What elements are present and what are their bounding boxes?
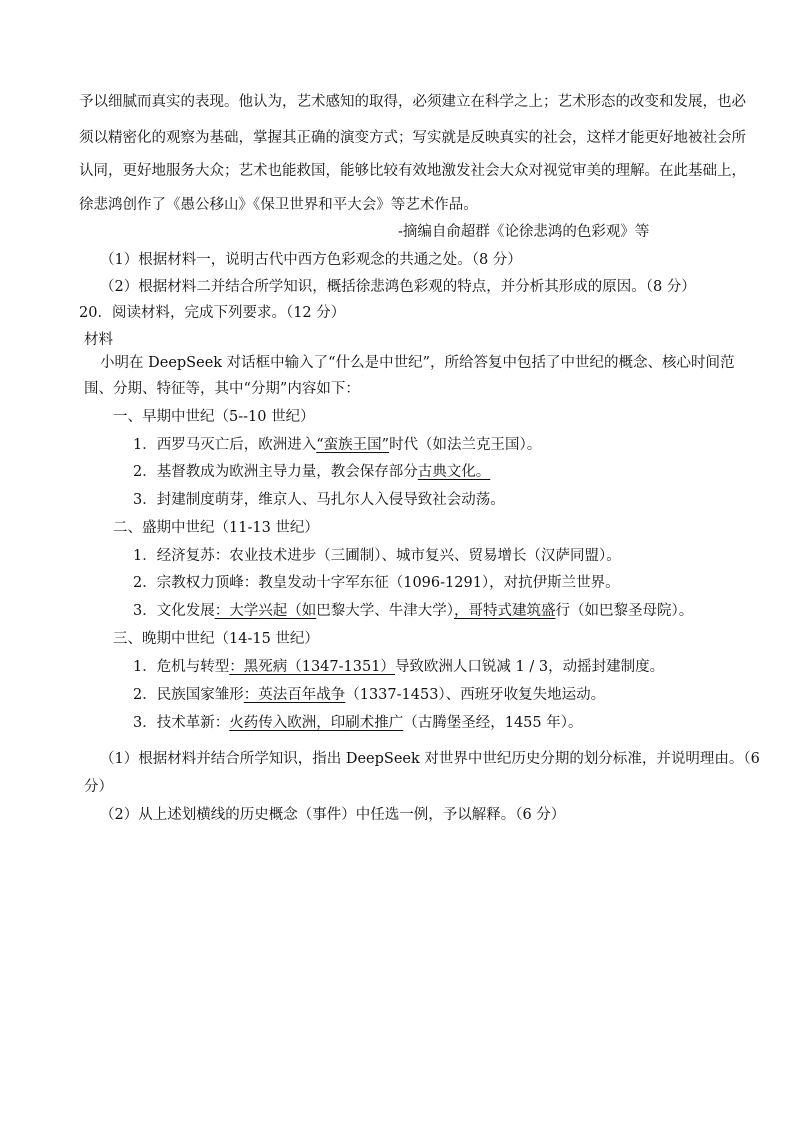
- passage-line-1: 予以细腻而真实的表现。他认为，艺术感知的取得，必须建立在科学之上；艺术形态的改变和发展，也必: [79, 94, 746, 110]
- high-item-3: [133, 601, 693, 621]
- late-item-1: [133, 657, 664, 677]
- high-item-2: 2．宗教权力顶峰：教皇发动十字军东征（1096-1291），对抗伊斯兰世界。: [133, 575, 620, 591]
- q20-sub1-line-2: 分）: [84, 779, 113, 795]
- passage-line-4: 徐悲鸿创作了《愚公移山》《保卫世界和平大会》等艺术作品。: [79, 197, 478, 213]
- early-item-2-text-a: 2．基督教成为欧洲主导力量，教会保存部分: [133, 464, 418, 480]
- intro-line-1: 小明在 DeepSeek 对话框中输入了“什么是中世纪”，所给答复中包括了中世纪的概念、核心时间范: [100, 355, 735, 371]
- q20-sub1-line-1: （1）根据材料并结合所学知识，指出 DeepSeek 对世界中世纪历史分期的划分标准，并说明理由。（6: [100, 751, 760, 767]
- passage-line-3: 认同，更好地服务大众；艺术也能救国，能够比较有效地激发社会大众对视觉审美的理解。在此基础上，: [79, 163, 746, 179]
- high-item-3-text-a: 3．文化发展: [133, 603, 215, 619]
- q20-sub2: （2）从上述划横线的历史概念（事件）中任选一例，予以解释。（6 分）: [100, 807, 566, 823]
- early-item-1-text-b: 时代（如法兰克王国）。: [389, 437, 542, 453]
- late-period-title: 三、晚期中世纪（14-15 世纪）: [113, 631, 319, 647]
- late-item-2-text-b: （1337-1453）、西班牙收复失地运动。: [345, 687, 606, 703]
- early-item-1-text-a: 1．西罗马灭亡后，欧洲进入: [133, 437, 317, 453]
- barbarian-kingdoms-underlined: “蛮族王国”: [316, 437, 390, 453]
- late-item-3-text-a: 3．技术革新：: [133, 715, 230, 731]
- early-item-3: 3．封建制度萌芽，维京人、马扎尔人入侵导致社会动荡。: [133, 492, 505, 508]
- early-item-1: [133, 435, 541, 455]
- high-period-title: 二、盛期中世纪（11-13 世纪）: [113, 520, 319, 536]
- late-item-1-text-a: 1．危机与转型: [133, 659, 230, 675]
- gothic-architecture-underlined: ，哥特式建筑盛: [453, 603, 556, 619]
- universities-underlined: ：大学兴起（如: [214, 603, 317, 619]
- passage-source: -摘编自俞超群《论徐悲鸿的色彩观》等: [398, 224, 650, 240]
- early-period-title: 一、早期中世纪（5--10 世纪）: [113, 409, 315, 425]
- q19-sub1: （1）根据材料一，说明古代中西方色彩观念的共通之处。（8 分）: [100, 252, 522, 268]
- early-item-2: [133, 462, 490, 482]
- classical-culture-underlined: 古典文化。: [417, 464, 491, 480]
- gunpowder-printing-underlined: 火药传入欧洲，印刷术推广: [229, 715, 404, 731]
- late-item-2: [133, 685, 605, 705]
- high-item-1: 1．经济复苏：农业技术进步（三圃制）、城市复兴、贸易增长（汉萨同盟）。: [133, 548, 621, 564]
- intro-line-2: 围、分期、特征等，其中“分期”内容如下：: [84, 381, 360, 397]
- hundred-years-war-underlined: ：英法百年战争: [243, 687, 346, 703]
- high-item-3-text-b: 巴黎大学、牛津大学）: [316, 603, 454, 619]
- late-item-1-text-b: 导致欧洲人口锐减 1 / 3，动摇封建制度。: [394, 659, 665, 675]
- high-item-3-text-c: 行（如巴黎圣母院）。: [555, 603, 694, 619]
- black-death-underlined: ：黑死病（1347-1351）: [229, 659, 395, 675]
- passage-line-2: 须以精密化的观察为基础，掌握其正确的演变方式；写实就是反映真实的社会，这样才能更好地被社会所: [79, 130, 746, 146]
- late-item-2-text-a: 2．民族国家雏形: [133, 687, 244, 703]
- q19-sub2: （2）根据材料二并结合所学知识，概括徐悲鸿色彩观的特点，并分析其形成的原因。（8 分）: [100, 279, 696, 295]
- late-item-3: [133, 713, 583, 733]
- q20-heading: 20．阅读材料，完成下列要求。（12 分）: [79, 305, 346, 321]
- material-label: 材料: [84, 332, 113, 348]
- late-item-3-text-b: （古腾堡圣经，1455 年）。: [403, 715, 583, 731]
